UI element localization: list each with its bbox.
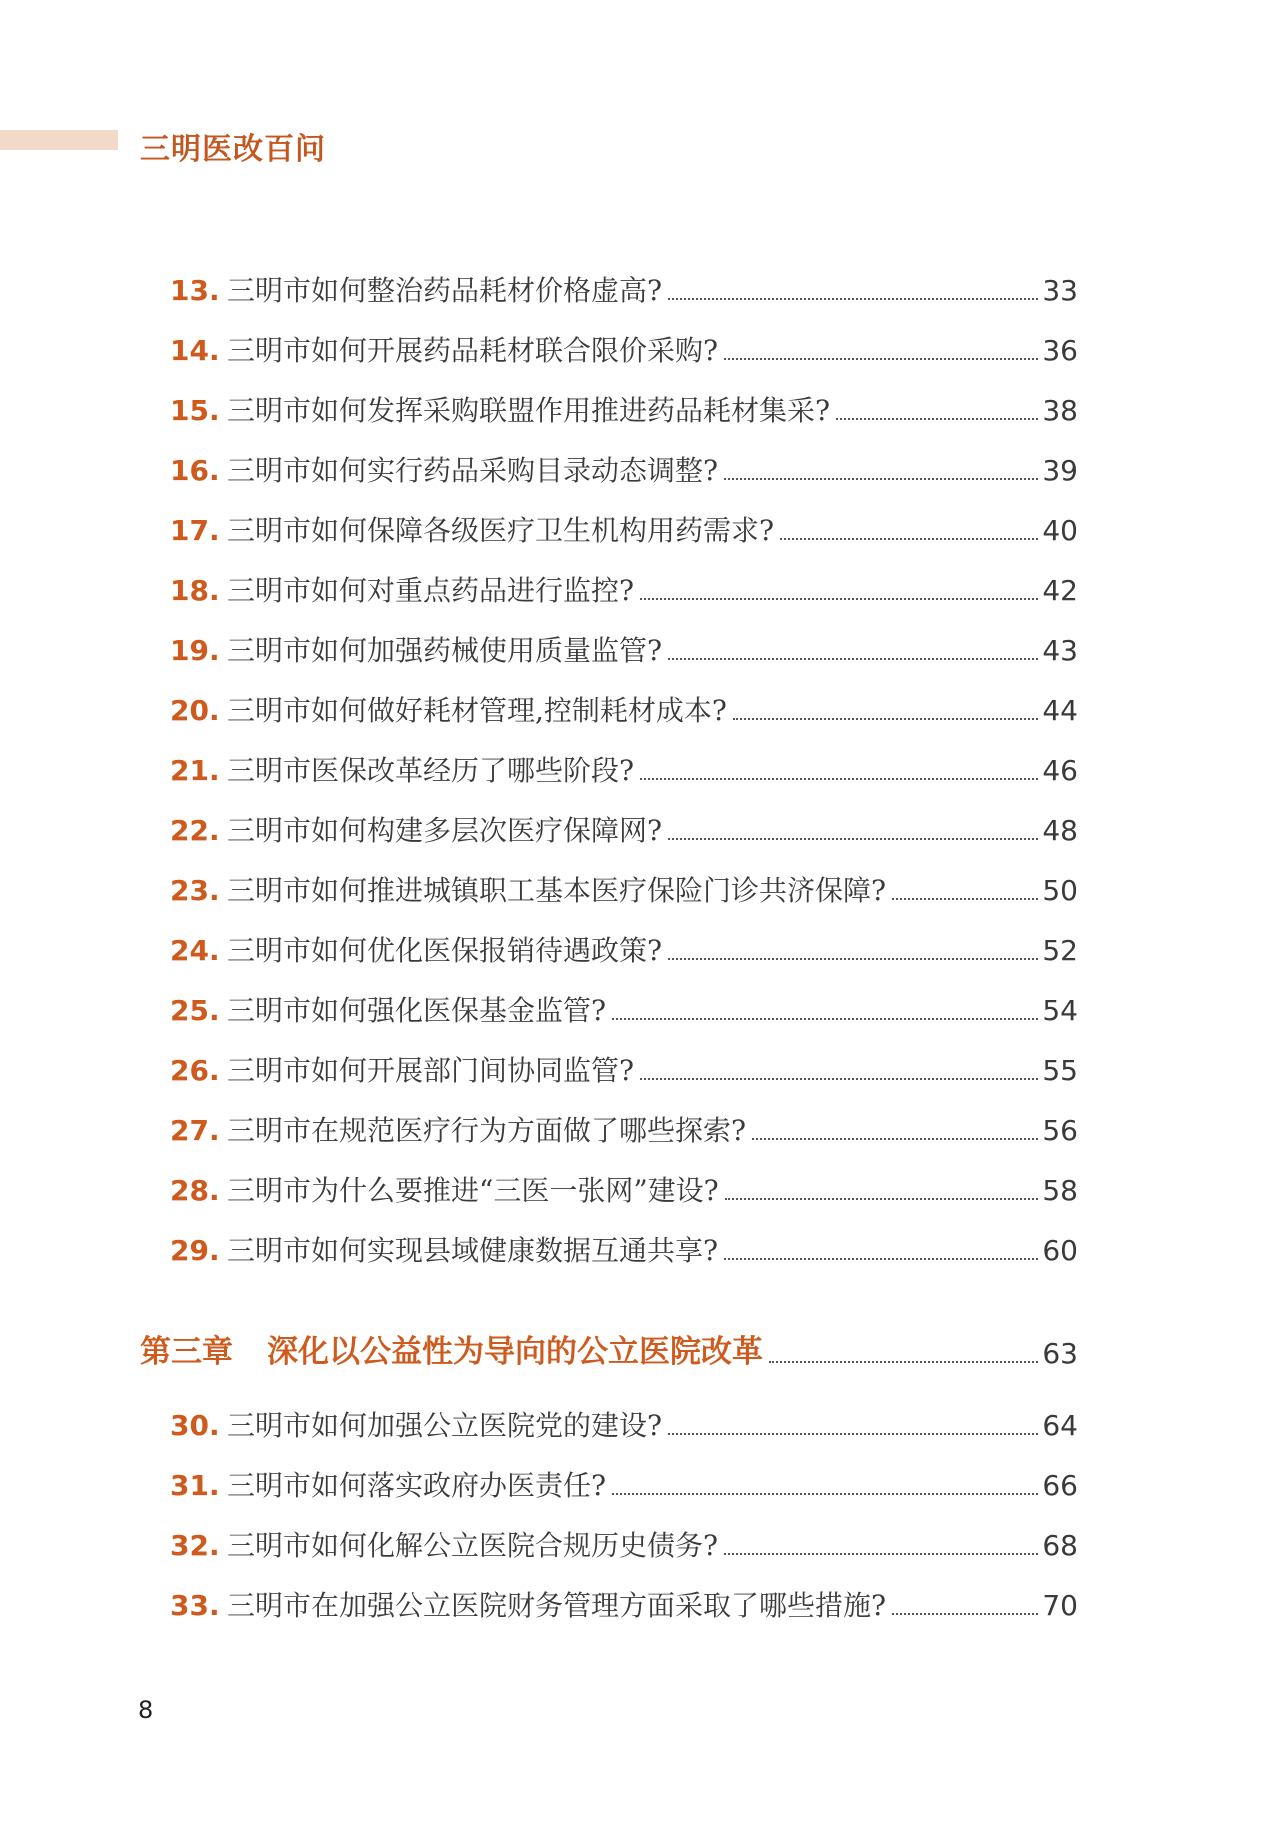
- entry-title: 三明市如何优化医保报销待遇政策?: [227, 934, 663, 967]
- toc-entry[interactable]: [170, 1570, 1078, 1620]
- entry-page: 64: [1042, 1409, 1078, 1442]
- entry-page: 50: [1042, 874, 1078, 907]
- toc-entry[interactable]: [170, 1390, 1078, 1440]
- entry-number: 30.: [170, 1409, 220, 1442]
- entry-number: 21.: [170, 754, 220, 787]
- entry-title: 三明市如何整治药品耗材价格虚高?: [227, 274, 663, 307]
- entry-title: 三明市如何对重点药品进行监控?: [227, 574, 635, 607]
- dot-leader: [640, 778, 1038, 780]
- toc-entry[interactable]: [170, 555, 1078, 605]
- toc-entry[interactable]: [170, 735, 1078, 785]
- entry-title: 三明市如何强化医保基金监管?: [227, 994, 607, 1027]
- entry-number: 22.: [170, 814, 220, 847]
- entry-title: 三明市如何做好耗材管理,控制耗材成本?: [227, 694, 727, 727]
- toc-entry[interactable]: [170, 375, 1078, 425]
- entry-page: 58: [1042, 1174, 1078, 1207]
- entry-number: 32.: [170, 1529, 220, 1562]
- entry-number: 33.: [170, 1589, 220, 1622]
- entry-title: 三明市在加强公立医院财务管理方面采取了哪些措施?: [227, 1589, 887, 1622]
- toc-entry[interactable]: [170, 795, 1078, 845]
- dot-leader: [724, 478, 1038, 480]
- entry-page: 54: [1042, 994, 1078, 1027]
- toc-entry[interactable]: [170, 1035, 1078, 1085]
- dot-leader: [612, 1493, 1038, 1495]
- toc-entry[interactable]: [170, 1215, 1078, 1265]
- entry-title: 三明市医保改革经历了哪些阶段?: [227, 754, 635, 787]
- entry-title: 三明市如何化解公立医院合规历史债务?: [227, 1529, 719, 1562]
- running-title: 三明医改百问: [140, 132, 326, 167]
- dot-leader: [640, 1078, 1038, 1080]
- entry-page: 46: [1042, 754, 1078, 787]
- entry-number: 19.: [170, 634, 220, 667]
- entry-title: 三明市如何发挥采购联盟作用推进药品耗材集采?: [227, 394, 831, 427]
- page-number: 8: [138, 1696, 154, 1724]
- dot-leader: [640, 598, 1038, 600]
- entry-number: 31.: [170, 1469, 220, 1502]
- dot-leader: [836, 418, 1038, 420]
- entry-title: 三明市如何实现县域健康数据互通共享?: [227, 1234, 719, 1267]
- toc-entry[interactable]: [170, 1510, 1078, 1560]
- entry-page: 55: [1042, 1054, 1078, 1087]
- entry-number: 25.: [170, 994, 220, 1027]
- dot-leader: [612, 1018, 1038, 1020]
- entry-page: 44: [1042, 694, 1078, 727]
- entry-page: 48: [1042, 814, 1078, 847]
- chapter-label: 第三章: [140, 1334, 233, 1370]
- entry-title: 三明市如何开展药品耗材联合限价采购?: [227, 334, 719, 367]
- toc-entry[interactable]: [170, 435, 1078, 485]
- dot-leader: [668, 1433, 1038, 1435]
- entry-number: 16.: [170, 454, 220, 487]
- entry-page: 33: [1042, 274, 1078, 307]
- chapter-title: 深化以公益性为导向的公立医院改革: [267, 1334, 763, 1370]
- entry-number: 28.: [170, 1174, 220, 1207]
- entry-page: 68: [1042, 1529, 1078, 1562]
- entry-page: 70: [1042, 1589, 1078, 1622]
- dot-leader: [733, 718, 1038, 720]
- entry-title: 三明市如何构建多层次医疗保障网?: [227, 814, 663, 847]
- entry-number: 13.: [170, 274, 220, 307]
- entry-title: 三明市在规范医疗行为方面做了哪些探索?: [227, 1114, 747, 1147]
- dot-leader: [724, 358, 1038, 360]
- entry-page: 56: [1042, 1114, 1078, 1147]
- entry-number: 20.: [170, 694, 220, 727]
- toc-entry[interactable]: [170, 495, 1078, 545]
- entry-page: 60: [1042, 1234, 1078, 1267]
- entry-title: 三明市如何推进城镇职工基本医疗保险门诊共济保障?: [227, 874, 887, 907]
- dot-leader: [724, 1258, 1038, 1260]
- toc-entry[interactable]: [170, 855, 1078, 905]
- toc-entry[interactable]: [170, 315, 1078, 365]
- dot-leader: [892, 1613, 1038, 1615]
- toc-entry[interactable]: [170, 255, 1078, 305]
- toc-entry[interactable]: [170, 1155, 1078, 1205]
- entry-title: 三明市如何保障各级医疗卫生机构用药需求?: [227, 514, 775, 547]
- entry-page: 39: [1042, 454, 1078, 487]
- entry-page: 43: [1042, 634, 1078, 667]
- dot-leader: [769, 1361, 1038, 1363]
- entry-page: 36: [1042, 334, 1078, 367]
- dot-leader: [668, 658, 1038, 660]
- entry-page: 42: [1042, 574, 1078, 607]
- toc-entry[interactable]: [170, 1450, 1078, 1500]
- entry-title: 三明市如何开展部门间协同监管?: [227, 1054, 635, 1087]
- entry-title: 三明市如何加强药械使用质量监管?: [227, 634, 663, 667]
- dot-leader: [892, 898, 1038, 900]
- entry-number: 23.: [170, 874, 220, 907]
- entry-page: 38: [1042, 394, 1078, 427]
- chapter-page: 63: [1042, 1337, 1078, 1370]
- dot-leader: [668, 298, 1038, 300]
- toc-entry[interactable]: [170, 675, 1078, 725]
- dot-leader: [725, 1198, 1039, 1200]
- toc-entry[interactable]: [170, 915, 1078, 965]
- entry-number: 18.: [170, 574, 220, 607]
- dot-leader: [780, 538, 1038, 540]
- entry-number: 17.: [170, 514, 220, 547]
- toc-entry[interactable]: [170, 615, 1078, 665]
- entry-number: 24.: [170, 934, 220, 967]
- entry-title: 三明市如何加强公立医院党的建设?: [227, 1409, 663, 1442]
- entry-title: 三明市为什么要推进“三医一张网”建设?: [227, 1174, 719, 1207]
- chapter-heading[interactable]: [140, 1318, 1078, 1368]
- entry-number: 29.: [170, 1234, 220, 1267]
- toc-entry[interactable]: [170, 1095, 1078, 1145]
- entry-number: 26.: [170, 1054, 220, 1087]
- entry-number: 14.: [170, 334, 220, 367]
- entry-page: 66: [1042, 1469, 1078, 1502]
- dot-leader: [724, 1553, 1038, 1555]
- entry-page: 40: [1042, 514, 1078, 547]
- entry-number: 27.: [170, 1114, 220, 1147]
- entry-title: 三明市如何实行药品采购目录动态调整?: [227, 454, 719, 487]
- dot-leader: [668, 838, 1038, 840]
- entry-number: 15.: [170, 394, 220, 427]
- entry-page: 52: [1042, 934, 1078, 967]
- dot-leader: [668, 958, 1038, 960]
- dot-leader: [752, 1138, 1038, 1140]
- entry-title: 三明市如何落实政府办医责任?: [227, 1469, 607, 1502]
- toc-entry[interactable]: [170, 975, 1078, 1025]
